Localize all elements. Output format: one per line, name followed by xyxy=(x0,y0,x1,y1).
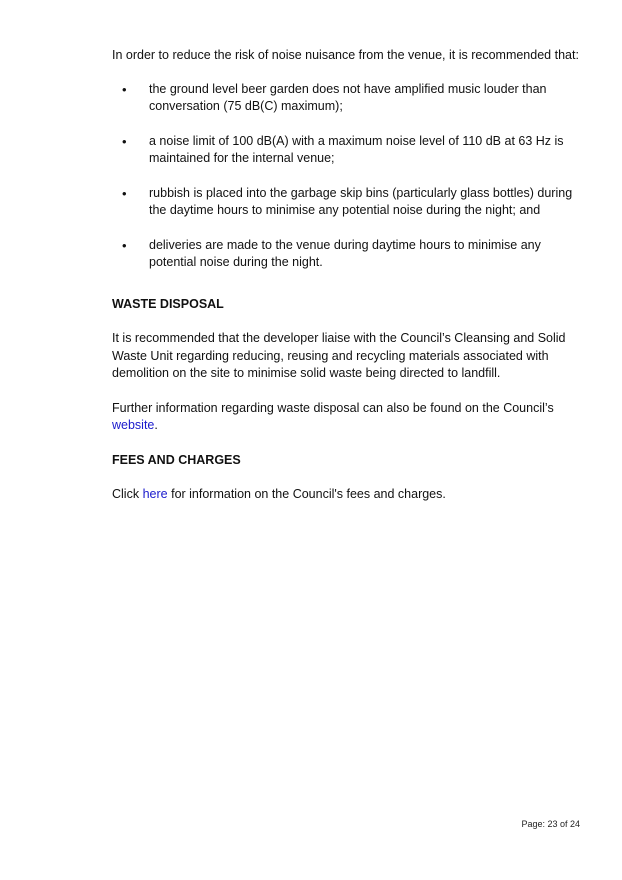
list-item-text: a noise limit of 100 dB(A) with a maximum noise level of 110 dB at 63 Hz is maintained for the internal venue; xyxy=(149,133,564,165)
page-number: Page: 23 of 24 xyxy=(521,819,580,829)
waste-info-text: Further information regarding waste disposal can also be found on the Council’s xyxy=(112,400,554,415)
bullet-icon: • xyxy=(122,185,127,201)
fees-suffix: for information on the Council's fees and charges. xyxy=(171,487,446,501)
list-item xyxy=(112,81,584,116)
list-item xyxy=(112,237,584,272)
bullet-icon: • xyxy=(122,237,127,253)
list-item-text: deliveries are made to the venue during daytime hours to minimise any potential noise during the night. xyxy=(149,237,541,269)
waste-disposal-heading: WASTE DISPOSAL xyxy=(112,296,224,311)
waste-info-end: . xyxy=(154,418,158,432)
bullet-icon: • xyxy=(122,81,127,97)
list-item xyxy=(112,185,584,220)
waste-paragraph: It is recommended that the developer liaise with the Council’s Cleansing and Solid Waste Unit regarding reducing, reusing and recycling materials associated with demolition on the site to minimise solid waste being directed to landfill. xyxy=(112,331,566,380)
fees-prefix: Click xyxy=(112,487,140,501)
list-item xyxy=(112,133,584,168)
document-page xyxy=(112,47,584,504)
fees-charges-heading: FEES AND CHARGES xyxy=(112,452,241,467)
recommendation-list xyxy=(112,81,584,272)
website-link[interactable]: website xyxy=(112,418,155,432)
intro-paragraph: In order to reduce the risk of noise nuisance from the venue, it is recommended that: xyxy=(112,48,579,62)
list-item-text: the ground level beer garden does not have amplified music louder than conversation (75 dB(C) maximum); xyxy=(149,81,547,113)
fees-paragraph xyxy=(112,486,584,504)
fees-here-link[interactable]: here xyxy=(142,487,168,501)
waste-info-paragraph xyxy=(112,400,584,435)
list-item-text: rubbish is placed into the garbage skip bins (particularly glass bottles) during the daytime hours to minimise any potential noise during the night; and xyxy=(149,185,573,217)
bullet-icon: • xyxy=(122,133,127,149)
